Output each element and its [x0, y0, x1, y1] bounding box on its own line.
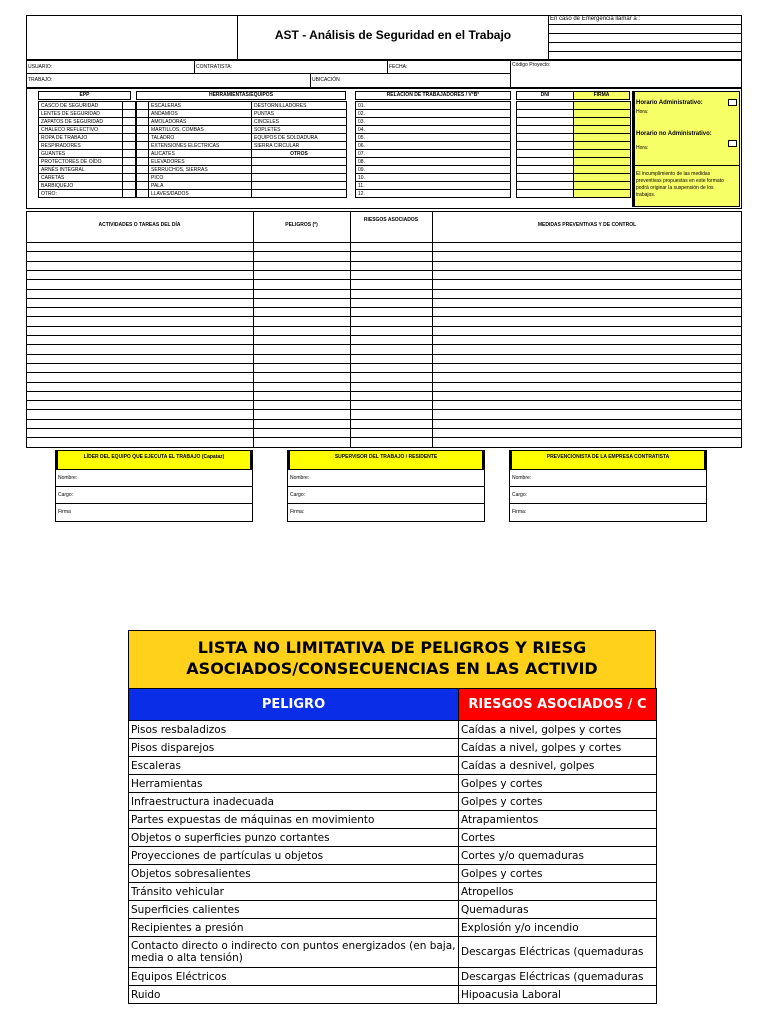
activity-row-line: [26, 400, 742, 401]
tool-row: [137, 134, 347, 142]
tool-item-label: EXTENSIONES ELÉCTRICAS: [149, 142, 252, 150]
worker-row: [356, 190, 511, 198]
hazard-peligro: Partes expuestas de máquinas en movimiento: [129, 811, 459, 829]
epp-row: [39, 118, 136, 126]
firma-field[interactable]: [574, 142, 631, 150]
hazard-riesgo: Golpes y cortes: [459, 865, 657, 883]
dni-row: [517, 110, 631, 118]
signature-nombre-field[interactable]: Nombre:: [56, 470, 252, 487]
tool-row: [137, 142, 347, 150]
firma-field[interactable]: [574, 110, 631, 118]
worker-row: [356, 134, 511, 142]
epp-row: [39, 150, 136, 158]
signature-title: SUPERVISOR DEL TRABAJO / RESIDENTE: [288, 451, 484, 470]
dni-field[interactable]: [517, 190, 574, 198]
dni-row: [517, 190, 631, 198]
hazard-riesgo: Atrapamientos: [459, 811, 657, 829]
signature-cargo-field[interactable]: Cargo:: [510, 487, 706, 504]
hazard-peligro: Equipos Eléctricos: [129, 968, 459, 986]
horario-admin-label: Horario Administrativo:: [636, 100, 703, 106]
codigo-proyecto-field[interactable]: Código Proyecto:: [512, 62, 551, 68]
usuario-field[interactable]: USUARIO:: [28, 64, 53, 70]
hazard-row: [129, 721, 657, 739]
medidas-header: MEDIDAS PREVENTIVAS Y DE CONTROL: [537, 222, 637, 228]
worker-name-field[interactable]: 08.: [356, 158, 511, 166]
hazard-list-title-line1: LISTA NO LIMITATIVA DE PELIGROS Y RIESG: [197, 638, 587, 657]
hazard-row: [129, 775, 657, 793]
worker-name-field[interactable]: 12.: [356, 190, 511, 198]
field-divider: [510, 60, 511, 88]
hazard-riesgo: Descargas Eléctricas (quemaduras: [459, 968, 657, 986]
epp-item-label: PROTECTORES DE OÍDO: [39, 158, 123, 166]
tool-row: [137, 110, 347, 118]
tool-checkbox[interactable]: [137, 110, 149, 118]
worker-row: [356, 126, 511, 134]
tool-checkbox[interactable]: [137, 166, 149, 174]
dni-field[interactable]: [517, 150, 574, 158]
activity-row-line: [26, 316, 742, 317]
tool-row: [137, 166, 347, 174]
activity-column-line: [432, 211, 433, 448]
signature-cargo-field[interactable]: Cargo:: [288, 487, 484, 504]
relacion-header: RELACIÓN DE TRABAJADORES / V°B°: [355, 91, 511, 100]
hazard-peligro: Infraestructura inadecuada: [129, 793, 459, 811]
hazard-peligro: Pisos resbaladizos: [129, 721, 459, 739]
signature-cargo-field[interactable]: Cargo:: [56, 487, 252, 504]
hora-label-2: Hora:: [636, 145, 649, 151]
field-divider: [387, 60, 388, 73]
epp-list: [38, 101, 136, 198]
activity-row-line: [26, 307, 742, 308]
field-divider: [26, 73, 510, 74]
activity-row-line: [26, 279, 742, 280]
tool-item-label: PUNTAS: [252, 110, 347, 118]
page-title: AST - Análisis de Seguridad en el Trabajo: [274, 28, 512, 42]
hazard-peligro: Escaleras: [129, 757, 459, 775]
dni-row: [517, 158, 631, 166]
tool-item-label: ESCALERAS: [149, 102, 252, 110]
tool-checkbox[interactable]: [137, 182, 149, 190]
hazard-row: [129, 968, 657, 986]
activity-row-line: [26, 242, 742, 243]
form-fields: [26, 60, 742, 88]
firma-field[interactable]: [574, 166, 631, 174]
dni-row: [517, 102, 631, 110]
hazard-riesgo: Hipoacusia Laboral: [459, 986, 657, 1004]
worker-name-field[interactable]: 09.: [356, 166, 511, 174]
epp-row: [39, 190, 136, 198]
workers-list: [355, 101, 511, 198]
worker-name-field[interactable]: 01.: [356, 102, 511, 110]
epp-checkbox[interactable]: [122, 174, 135, 182]
epp-row: [39, 102, 136, 110]
dni-row: [517, 134, 631, 142]
worker-name-field[interactable]: 06.: [356, 142, 511, 150]
hazard-row: [129, 847, 657, 865]
tool-item-label: PICO: [149, 174, 252, 182]
tool-checkbox[interactable]: [137, 126, 149, 134]
hazard-riesgo: Cortes: [459, 829, 657, 847]
schedule-divider: [635, 165, 740, 166]
activity-row-line: [26, 363, 742, 364]
dni-field[interactable]: [517, 158, 574, 166]
activity-column-line: [253, 211, 254, 448]
field-divider: [310, 73, 311, 88]
hazard-row: [129, 986, 657, 1004]
dni-field[interactable]: [517, 182, 574, 190]
tool-item-label: OTROS: [252, 150, 347, 158]
activity-row-line: [26, 382, 742, 383]
dni-field[interactable]: [517, 110, 574, 118]
tool-checkbox[interactable]: [137, 150, 149, 158]
hazard-row: [129, 829, 657, 847]
hazard-list-title-line2: ASOCIADOS/CONSECUENCIAS EN LAS ACTIVID: [186, 659, 598, 678]
hazard-row: [129, 811, 657, 829]
epp-item-label: BARBIQUEJO: [39, 182, 123, 190]
epp-item-label: LENTES DE SEGURIDAD: [39, 110, 123, 118]
epp-checkbox[interactable]: [122, 102, 135, 110]
dni-header: DNI: [516, 91, 574, 100]
signature-nombre-field[interactable]: Nombre:: [510, 470, 706, 487]
epp-row: [39, 158, 136, 166]
hazard-riesgo: Caídas a desnivel, golpes: [459, 757, 657, 775]
actividades-header: ACTIVIDADES O TAREAS DEL DÍA: [98, 222, 181, 228]
epp-item-label: RESPIRADORES: [39, 142, 123, 150]
worker-name-field[interactable]: 11.: [356, 182, 511, 190]
hazard-riesgo: Caídas a nivel, golpes y cortes: [459, 739, 657, 757]
worker-name-field[interactable]: 05.: [356, 134, 511, 142]
epp-checkbox[interactable]: [122, 190, 135, 198]
tool-item-label: [252, 158, 347, 166]
activity-row-line: [26, 354, 742, 355]
dni-row: [517, 182, 631, 190]
dni-row: [517, 126, 631, 134]
hazard-row: [129, 757, 657, 775]
epp-checkbox[interactable]: [122, 158, 135, 166]
schedule-box-left-line: [632, 91, 635, 207]
tool-item-label: TALADRO: [149, 134, 252, 142]
dni-row: [517, 118, 631, 126]
emergency-line: [548, 51, 742, 52]
worker-row: [356, 118, 511, 126]
dni-field[interactable]: [517, 102, 574, 110]
hazard-row: [129, 919, 657, 937]
tool-checkbox[interactable]: [137, 118, 149, 126]
activity-row-line: [26, 409, 742, 410]
activity-row-line: [26, 270, 742, 271]
firma-field[interactable]: [574, 134, 631, 142]
worker-row: [356, 158, 511, 166]
signature-title: PREVENCIONISTA DE LA EMPRESA CONTRATISTA: [510, 451, 706, 470]
hazard-riesgo: Atropellos: [459, 883, 657, 901]
activity-row-line: [26, 419, 742, 420]
dni-field[interactable]: [517, 118, 574, 126]
epp-checkbox[interactable]: [122, 182, 135, 190]
hazard-riesgo: Quemaduras: [459, 901, 657, 919]
signature-nombre-field[interactable]: Nombre:: [288, 470, 484, 487]
epp-row: [39, 166, 136, 174]
tool-item-label: ELEVADORES: [149, 158, 252, 166]
firma-field[interactable]: [574, 174, 631, 182]
hazard-peligro: Tránsito vehicular: [129, 883, 459, 901]
tool-row: [137, 118, 347, 126]
header-logo-box: [26, 15, 238, 60]
epp-row: [39, 134, 136, 142]
activity-row-line: [26, 298, 742, 299]
hazard-riesgo: Golpes y cortes: [459, 793, 657, 811]
epp-checkbox[interactable]: [122, 110, 135, 118]
signature-box: [55, 450, 253, 522]
hazard-row: [129, 865, 657, 883]
worker-row: [356, 166, 511, 174]
riesgos-header: RIESGOS ASOCIADOS: [363, 217, 419, 223]
epp-row: [39, 126, 136, 134]
firma-field[interactable]: [574, 182, 631, 190]
hazard-peligro: Contacto directo o indirecto con puntos energizados (en baja, media o alta tensión): [129, 937, 459, 968]
tool-row: [137, 158, 347, 166]
tool-item-label: [252, 190, 347, 198]
tool-item-label: MARTILLOS, COMBAS: [149, 126, 252, 134]
dni-row: [517, 150, 631, 158]
dni-field[interactable]: [517, 166, 574, 174]
dni-row: [517, 174, 631, 182]
epp-item-label: ARNÉS INTEGRAL: [39, 166, 123, 174]
tool-item-label: AMOLADORAS: [149, 118, 252, 126]
hazard-peligro: Herramientas: [129, 775, 459, 793]
hazard-list: [128, 630, 656, 1004]
hazard-peligro: Ruido: [129, 986, 459, 1004]
epp-row: [39, 142, 136, 150]
hazard-row: [129, 883, 657, 901]
dni-field[interactable]: [517, 174, 574, 182]
tool-item-label: DESTORNILLADORES: [252, 102, 347, 110]
hazard-row: [129, 901, 657, 919]
activity-row-line: [26, 289, 742, 290]
tool-row: [137, 126, 347, 134]
hazard-row: [129, 793, 657, 811]
activity-row-line: [26, 335, 742, 336]
dni-field[interactable]: [517, 134, 574, 142]
emergency-label: En caso de Emergencia llamar a :: [550, 16, 641, 22]
emergency-line: [548, 24, 742, 25]
activity-row-line: [26, 344, 742, 345]
epp-header: EPP: [38, 91, 131, 100]
epp-item-label: CARETAS: [39, 174, 123, 182]
hazard-peligro: Pisos disparejos: [129, 739, 459, 757]
signature-firma-field[interactable]: Firma:: [290, 509, 305, 515]
epp-row: [39, 110, 136, 118]
firma-field[interactable]: [574, 126, 631, 134]
signature-firma-field[interactable]: Firma: [58, 509, 71, 515]
riesgos-column-header: RIESGOS ASOCIADOS / C: [459, 689, 657, 721]
epp-checkbox[interactable]: [122, 134, 135, 142]
worker-row: [356, 174, 511, 182]
trabajo-field[interactable]: TRABAJO:: [28, 77, 53, 83]
hazard-riesgo: Explosión y/o incendio: [459, 919, 657, 937]
signature-title: LÍDER DEL EQUIPO QUE EJECUTA EL TRABAJO (Capataz): [56, 451, 252, 470]
hazard-row: [129, 937, 657, 968]
tool-item-label: ALICATES: [149, 150, 252, 158]
epp-row: [39, 182, 136, 190]
firma-field[interactable]: [574, 118, 631, 126]
activities-table: [26, 211, 742, 448]
worker-name-field[interactable]: 07.: [356, 150, 511, 158]
activity-row-line: [26, 391, 742, 392]
tool-row: [137, 190, 347, 198]
worker-name-field[interactable]: 03.: [356, 118, 511, 126]
tool-item-label: [252, 166, 347, 174]
field-divider: [194, 60, 195, 73]
activity-row-line: [26, 326, 742, 327]
firma-field[interactable]: [574, 190, 631, 198]
epp-item-label: ROPA DE TRABAJO: [39, 134, 123, 142]
hazard-riesgo: Cortes y/o quemaduras: [459, 847, 657, 865]
hazard-riesgo: Golpes y cortes: [459, 775, 657, 793]
hazard-table-header: [129, 689, 657, 721]
horario-admin-checkbox[interactable]: [728, 99, 737, 106]
tool-checkbox[interactable]: [137, 142, 149, 150]
activity-row-line: [26, 372, 742, 373]
dni-row: [517, 142, 631, 150]
firma-field[interactable]: [574, 102, 631, 110]
tool-item-label: SIERRA CIRCULAR: [252, 142, 347, 150]
ubicacion-field[interactable]: UBICACIÓN: [312, 77, 340, 83]
firma-field[interactable]: [574, 150, 631, 158]
tool-item-label: SERRUCHOS, SIERRAS: [149, 166, 252, 174]
hazard-riesgo: Caídas a nivel, golpes y cortes: [459, 721, 657, 739]
fecha-field[interactable]: FECHA:: [389, 64, 408, 70]
hazard-peligro: Recipientes a presión: [129, 919, 459, 937]
tool-item-label: EQUIPOS DE SOLDADURA: [252, 134, 347, 142]
tool-row: [137, 102, 347, 110]
epp-checkbox[interactable]: [122, 142, 135, 150]
activity-row-line: [26, 428, 742, 429]
worker-row: [356, 110, 511, 118]
signature-box: [287, 450, 485, 522]
tool-checkbox[interactable]: [137, 190, 149, 198]
dni-field[interactable]: [517, 126, 574, 134]
tool-item-label: LLAVES/DADOS: [149, 190, 252, 198]
tool-item-label: SOPLETES: [252, 126, 347, 134]
epp-item-label: ZAPATOS DE SEGURIDAD: [39, 118, 123, 126]
horario-no-admin-label: Horario no Administrativo:: [636, 131, 712, 137]
worker-row: [356, 150, 511, 158]
tool-checkbox[interactable]: [137, 102, 149, 110]
hazard-peligro: Objetos sobresalientes: [129, 865, 459, 883]
signature-box: [509, 450, 707, 522]
peligro-column-header: PELIGRO: [129, 689, 459, 721]
epp-checkbox[interactable]: [122, 118, 135, 126]
worker-name-field[interactable]: 02.: [356, 110, 511, 118]
tool-row: [137, 182, 347, 190]
dni-field[interactable]: [517, 142, 574, 150]
tool-checkbox[interactable]: [137, 158, 149, 166]
dni-firma-list: [516, 101, 631, 198]
contratista-field[interactable]: CONTRATISTA:: [196, 64, 232, 70]
hazard-peligro: Superficies calientes: [129, 901, 459, 919]
tool-item-label: [252, 174, 347, 182]
epp-item-label: CASCO DE SEGURIDAD: [39, 102, 123, 110]
epp-checkbox[interactable]: [122, 126, 135, 134]
peligros-header: PELIGROS (*): [285, 222, 318, 228]
worker-name-field[interactable]: 04.: [356, 126, 511, 134]
firma-header: FIRMA: [573, 91, 630, 100]
epp-item-label: GUANTES: [39, 150, 123, 158]
tool-item-label: CINCELES: [252, 118, 347, 126]
tool-row: [137, 174, 347, 182]
hazard-table: [128, 688, 657, 1004]
firma-field[interactable]: [574, 158, 631, 166]
activity-row-line: [26, 437, 742, 438]
tool-item-label: PALA: [149, 182, 252, 190]
activity-column-line: [350, 211, 351, 448]
warning-note: El incumplimiento de las medidas preventivas propuestas en este formato podrá originar la suspensión de los trabajos.: [636, 171, 724, 198]
dni-row: [517, 166, 631, 174]
activity-row-line: [26, 251, 742, 252]
tool-checkbox[interactable]: [137, 134, 149, 142]
epp-item-label: OTRO:: [39, 190, 123, 198]
hazard-row: [129, 739, 657, 757]
worker-row: [356, 102, 511, 110]
worker-row: [356, 182, 511, 190]
hazard-riesgo: Descargas Eléctricas (quemaduras: [459, 937, 657, 968]
tool-checkbox[interactable]: [137, 174, 149, 182]
emergency-line: [548, 42, 742, 43]
epp-item-label: CHALECO REFLECTIVO: [39, 126, 123, 134]
hazard-peligro: Proyecciones de partículas u objetos: [129, 847, 459, 865]
herramientas-header: HERRAMIENTAS/EQUIPOS: [136, 91, 346, 100]
tool-row: [137, 150, 347, 158]
hazard-peligro: Objetos o superficies punzo cortantes: [129, 829, 459, 847]
tool-item-label: ANDAMIOS: [149, 110, 252, 118]
worker-name-field[interactable]: 10.: [356, 174, 511, 182]
horario-no-admin-checkbox[interactable]: [728, 140, 737, 147]
activity-row-line: [26, 261, 742, 262]
emergency-line: [548, 33, 742, 34]
epp-checkbox[interactable]: [122, 150, 135, 158]
tools-list: [136, 101, 347, 198]
signature-firma-field[interactable]: Firma:: [512, 509, 527, 515]
hazard-list-title: [128, 630, 656, 688]
tool-item-label: [252, 182, 347, 190]
epp-checkbox[interactable]: [122, 166, 135, 174]
epp-row: [39, 174, 136, 182]
hora-label: Hora:: [636, 109, 649, 115]
worker-row: [356, 142, 511, 150]
